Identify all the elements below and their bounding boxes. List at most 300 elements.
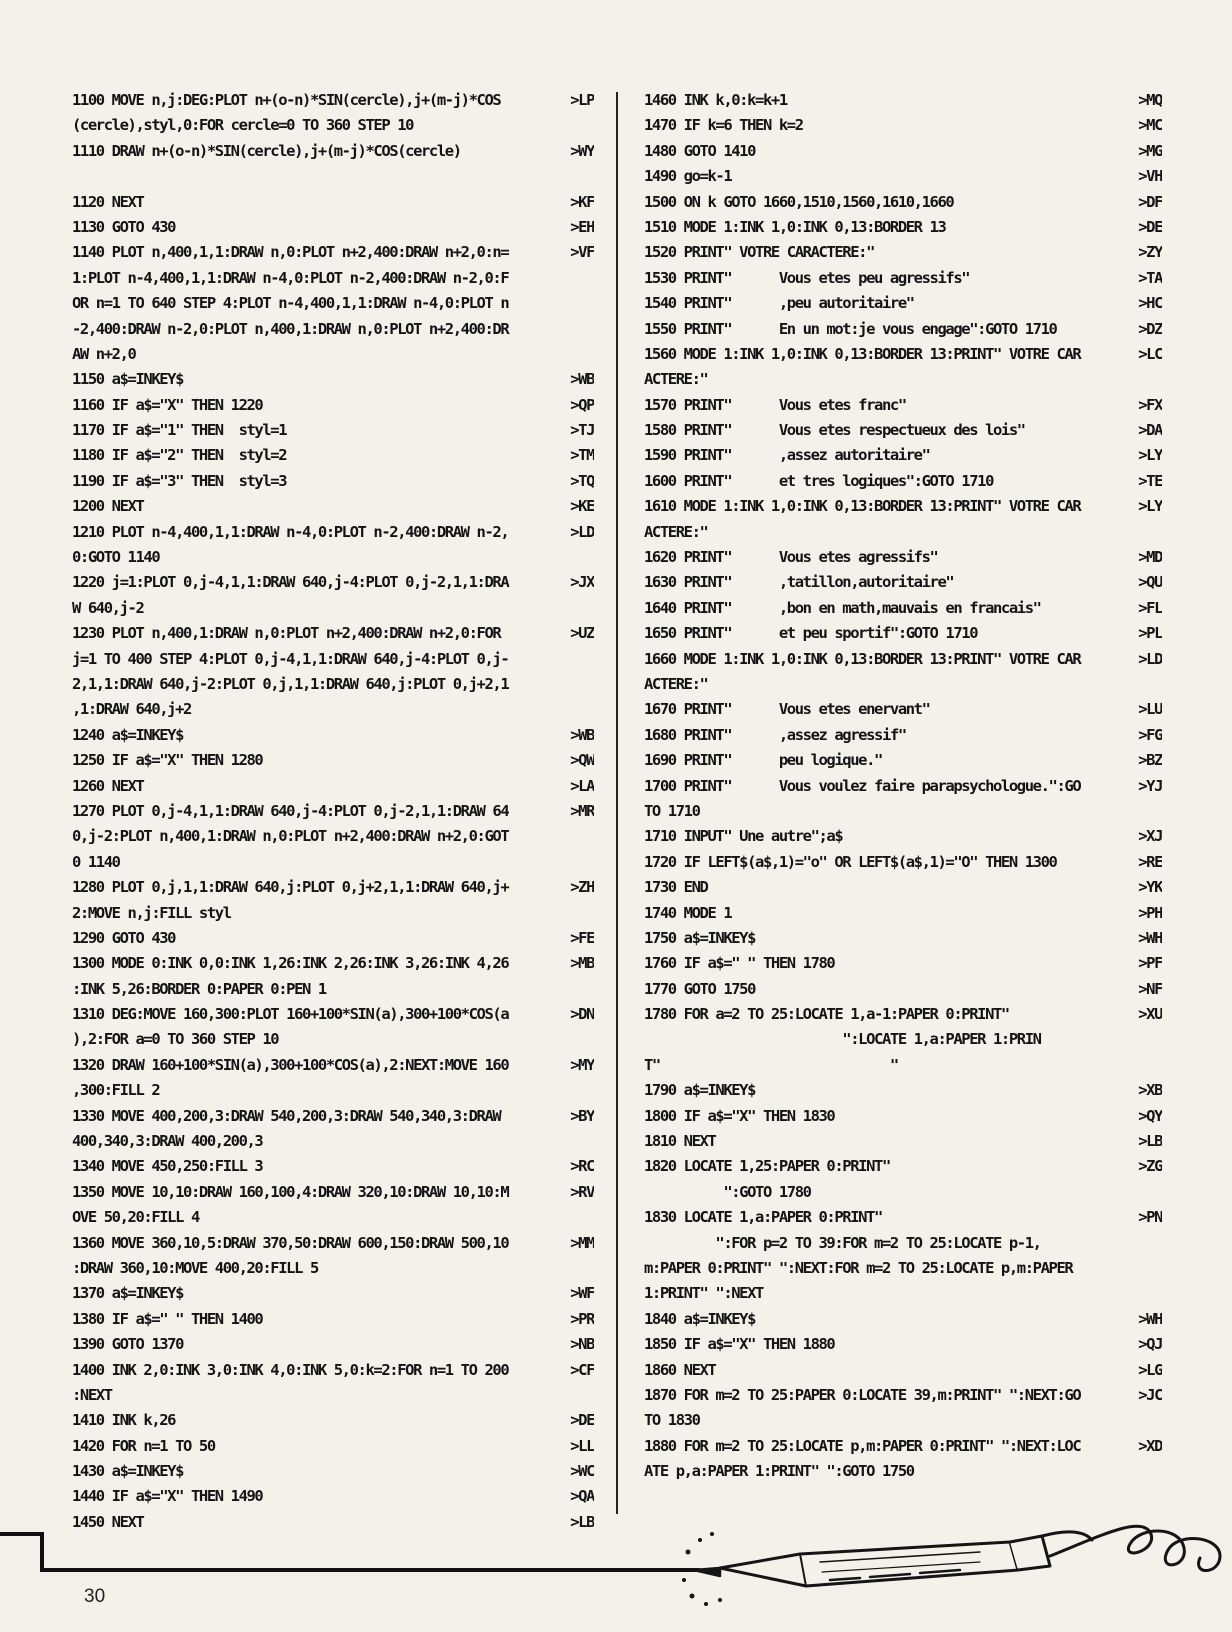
code-line — [72, 190, 594, 215]
code-line — [72, 520, 594, 545]
code-line — [644, 545, 1162, 570]
code-text: 1690 PRINT" peu logique." — [644, 751, 882, 770]
code-text: 1390 GOTO 1370 — [72, 1335, 184, 1354]
checksum-code: >TM — [570, 446, 594, 465]
listing-column-left — [72, 88, 594, 1535]
code-text: 1200 NEXT — [72, 497, 144, 516]
code-text: ,1:DRAW 640,j+2 — [72, 700, 191, 719]
code-text: 2,1,1:DRAW 640,j-2:PLOT 0,j,1,1:DRAW 640,j:PLOT 0,j+2,1 — [72, 674, 509, 693]
checksum-code: >TQ — [570, 471, 594, 490]
code-text: ACTERE:" — [644, 674, 708, 693]
code-line — [72, 1281, 594, 1306]
code-line — [644, 1408, 1162, 1433]
checksum-code: >HC — [1138, 294, 1162, 313]
code-text: 1550 PRINT" En un mot:je vous engage":GOTO 1710 — [644, 319, 1057, 338]
code-line — [72, 418, 594, 443]
checksum-code: >WB — [570, 370, 594, 389]
checksum-code: >MQ — [1138, 91, 1162, 109]
code-line — [644, 1231, 1162, 1256]
code-line — [72, 1002, 594, 1027]
code-line — [72, 1027, 594, 1052]
checksum-code: >FG — [1138, 725, 1162, 744]
code-text: 1540 PRINT" ,peu autoritaire" — [644, 294, 914, 313]
checksum-code: >MC — [1138, 116, 1162, 135]
checksum-code: >LD — [570, 522, 594, 541]
code-line — [644, 1154, 1162, 1179]
code-text: 1620 PRINT" Vous etes agressifs" — [644, 548, 938, 567]
checksum-code: >WC — [570, 1462, 594, 1481]
page-frame-corner — [0, 1532, 44, 1536]
checksum-code: >MM — [570, 1233, 594, 1252]
code-line — [72, 393, 594, 418]
checksum-code: >LD — [1138, 649, 1162, 668]
code-text: 400,340,3:DRAW 400,200,3 — [72, 1132, 263, 1151]
checksum-code: >MY — [570, 1055, 594, 1074]
checksum-code: >QW — [570, 751, 594, 770]
checksum-code: >TA — [1138, 268, 1162, 287]
code-line — [72, 139, 594, 164]
checksum-code: >RE — [1138, 852, 1162, 871]
code-line — [72, 494, 594, 519]
checksum-code: >ZY — [1138, 243, 1162, 262]
code-text: T" " — [644, 1055, 898, 1074]
code-line — [72, 1383, 594, 1408]
checksum-code: >PR — [570, 1309, 594, 1328]
code-text: 1610 MODE 1:INK 1,0:INK 0,13:BORDER 13:PRINT" VOTRE CAR — [644, 497, 1081, 516]
code-text: 1220 j=1:PLOT 0,j-4,1,1:DRAW 640,j-4:PLOT 0,j-2,1,1:DRA — [72, 573, 509, 592]
code-text: ACTERE:" — [644, 522, 708, 541]
code-line — [644, 621, 1162, 646]
code-text: 1860 NEXT — [644, 1360, 716, 1379]
code-text: 1580 PRINT" Vous etes respectueux des lois" — [644, 421, 1025, 440]
code-text: 1280 PLOT 0,j,1,1:DRAW 640,j:PLOT 0,j+2,1,1:DRAW 640,j+ — [72, 878, 509, 897]
code-line — [72, 799, 594, 824]
code-line — [644, 875, 1162, 900]
code-text: 1770 GOTO 1750 — [644, 979, 756, 998]
code-line — [644, 190, 1162, 215]
code-text: 1780 FOR a=2 TO 25:LOCATE 1,a-1:PAPER 0:PRINT" — [644, 1005, 1009, 1024]
code-text: 2:MOVE n,j:FILL styl — [72, 903, 231, 922]
code-text: 1730 END — [644, 878, 708, 897]
code-line — [72, 824, 594, 849]
code-text: 1350 MOVE 10,10:DRAW 160,100,4:DRAW 320,10:DRAW 10,10:M — [72, 1182, 509, 1201]
code-line — [644, 926, 1162, 951]
code-line — [644, 1459, 1162, 1484]
checksum-code: >FX — [1138, 395, 1162, 414]
checksum-code: >XB — [1138, 1081, 1162, 1100]
checksum-code: >ZG — [1138, 1157, 1162, 1176]
code-text: :INK 5,26:BORDER 0:PAPER 0:PEN 1 — [72, 979, 326, 998]
code-line — [644, 596, 1162, 621]
code-line — [72, 1434, 594, 1459]
code-text: 1520 PRINT" VOTRE CARACTERE:" — [644, 243, 875, 262]
code-text: 1800 IF a$="X" THEN 1830 — [644, 1106, 835, 1125]
code-line — [644, 418, 1162, 443]
code-line — [72, 875, 594, 900]
code-line — [72, 1078, 594, 1103]
code-line — [644, 317, 1162, 342]
code-line — [72, 901, 594, 926]
code-text: OVE 50,20:FILL 4 — [72, 1208, 199, 1227]
code-text: 1710 INPUT" Une autre";a$ — [644, 827, 843, 846]
code-line — [644, 697, 1162, 722]
code-line — [644, 1180, 1162, 1205]
code-text: 1680 PRINT" ,assez agressif" — [644, 725, 906, 744]
code-line — [72, 266, 594, 291]
code-line — [72, 1484, 594, 1509]
checksum-code: >XU — [1138, 1005, 1162, 1024]
checksum-code: >LG — [1138, 1360, 1162, 1379]
code-text: 1750 a$=INKEY$ — [644, 928, 756, 947]
code-line — [644, 113, 1162, 138]
code-text: 1300 MODE 0:INK 0,0:INK 1,26:INK 2,26:INK 3,26:INK 4,26 — [72, 954, 509, 973]
code-line — [644, 1078, 1162, 1103]
checksum-code: >LU — [1138, 700, 1162, 719]
code-text: ":FOR p=2 TO 39:FOR m=2 TO 25:LOCATE p-1, — [644, 1233, 1041, 1252]
checksum-code: >DE — [1138, 217, 1162, 236]
code-text: (cercle),styl,0:FOR cercle=0 TO 360 STEP 10 — [72, 116, 414, 135]
code-text: 1870 FOR m=2 TO 25:PAPER 0:LOCATE 39,m:PRINT" ":NEXT:GO — [644, 1385, 1081, 1404]
code-line — [72, 291, 594, 316]
code-line — [72, 621, 594, 646]
code-text: 1140 PLOT n,400,1,1:DRAW n,0:PLOT n+2,400:DRAW n+2,0:n= — [72, 243, 509, 262]
code-text: 1260 NEXT — [72, 776, 144, 795]
code-text: 1340 MOVE 450,250:FILL 3 — [72, 1157, 263, 1176]
code-text: 1460 INK k,0:k=k+1 — [644, 91, 787, 109]
code-line — [72, 723, 594, 748]
code-text: 1470 IF k=6 THEN k=2 — [644, 116, 803, 135]
page-number: 30 — [84, 1586, 106, 1607]
code-line — [72, 342, 594, 367]
code-line — [72, 951, 594, 976]
code-line — [644, 1053, 1162, 1078]
code-text: 1130 GOTO 430 — [72, 217, 176, 236]
code-text: 1430 a$=INKEY$ — [72, 1462, 184, 1481]
checksum-code: >FE — [570, 928, 594, 947]
code-text: 1480 GOTO 1410 — [644, 141, 756, 160]
code-line — [644, 342, 1162, 367]
checksum-code: >VF — [570, 243, 594, 262]
checksum-code: >LY — [1138, 497, 1162, 516]
code-line — [644, 1205, 1162, 1230]
code-text: 1270 PLOT 0,j-4,1,1:DRAW 640,j-4:PLOT 0,j-2,1,1:DRAW 64 — [72, 801, 509, 820]
checksum-code: >TJ — [570, 421, 594, 440]
code-line — [644, 494, 1162, 519]
code-text: 1310 DEG:MOVE 160,300:PLOT 160+100*SIN(a),300+100*COS(a — [72, 1005, 509, 1024]
checksum-code: >FL — [1138, 598, 1162, 617]
code-text: 1880 FOR m=2 TO 25:LOCATE p,m:PAPER 0:PRINT" ":NEXT:LOC — [644, 1436, 1081, 1455]
checksum-code: >DF — [1138, 192, 1162, 211]
code-text: ACTERE:" — [644, 370, 708, 389]
code-line — [72, 1408, 594, 1433]
code-text: 1560 MODE 1:INK 1,0:INK 0,13:BORDER 13:PRINT" VOTRE CAR — [644, 344, 1081, 363]
code-text: 1240 a$=INKEY$ — [72, 725, 184, 744]
checksum-code: >QU — [1138, 573, 1162, 592]
code-text: 1110 DRAW n+(o-n)*SIN(cercle),j+(m-j)*COS(cercle) — [72, 141, 461, 160]
checksum-code: >QY — [1138, 1106, 1162, 1125]
code-line — [644, 824, 1162, 849]
checksum-code: >JC — [1138, 1385, 1162, 1404]
code-line — [644, 291, 1162, 316]
checksum-code: >RC — [570, 1157, 594, 1176]
code-text: 0,j-2:PLOT n,400,1:DRAW n,0:PLOT n+2,400:DRAW n+2,0:GOT — [72, 827, 509, 846]
code-line — [72, 1129, 594, 1154]
checksum-code: >LY — [1138, 446, 1162, 465]
code-line — [72, 774, 594, 799]
code-text: ),2:FOR a=0 TO 360 STEP 10 — [72, 1030, 279, 1049]
checksum-code: >TE — [1138, 471, 1162, 490]
code-line — [644, 774, 1162, 799]
code-line — [644, 1129, 1162, 1154]
checksum-code: >LC — [1138, 344, 1162, 363]
code-text: 1:PRINT" ":NEXT — [644, 1284, 763, 1303]
checksum-code: >NF — [1138, 979, 1162, 998]
code-text: 0 1140 — [72, 852, 120, 871]
checksum-code: >PN — [1138, 1208, 1162, 1227]
code-text: ,300:FILL 2 — [72, 1081, 160, 1100]
code-text: 1250 IF a$="X" THEN 1280 — [72, 751, 263, 770]
checksum-code: >XD — [1138, 1436, 1162, 1455]
code-line — [72, 317, 594, 342]
code-line — [72, 672, 594, 697]
code-text: 1290 GOTO 430 — [72, 928, 176, 947]
code-line — [644, 1383, 1162, 1408]
code-line — [644, 1104, 1162, 1129]
code-line — [644, 799, 1162, 824]
code-text: 1810 NEXT — [644, 1132, 716, 1151]
checksum-code: >PL — [1138, 624, 1162, 643]
code-line — [644, 1256, 1162, 1281]
code-text: 1370 a$=INKEY$ — [72, 1284, 184, 1303]
checksum-code: >MR — [570, 801, 594, 820]
checksum-code: >CF — [570, 1360, 594, 1379]
code-line — [72, 570, 594, 595]
checksum-code: >LL — [570, 1436, 594, 1455]
page-frame-vertical — [40, 1532, 44, 1572]
code-text: ":GOTO 1780 — [644, 1182, 811, 1201]
checksum-code: >KF — [570, 192, 594, 211]
code-line — [644, 1027, 1162, 1052]
code-line — [644, 1002, 1162, 1027]
checksum-code: >BY — [570, 1106, 594, 1125]
code-line — [644, 672, 1162, 697]
checksum-code: >LB — [1138, 1132, 1162, 1151]
code-line — [644, 1307, 1162, 1332]
checksum-code: >ZH — [570, 878, 594, 897]
checksum-code: >DN — [570, 1005, 594, 1024]
checksum-code: >WF — [570, 1284, 594, 1303]
code-text: 1650 PRINT" et peu sportif":GOTO 1710 — [644, 624, 978, 643]
code-text: 1820 LOCATE 1,25:PAPER 0:PRINT" — [644, 1157, 890, 1176]
checksum-code: >MB — [570, 954, 594, 973]
code-line — [72, 1459, 594, 1484]
code-line — [644, 215, 1162, 240]
checksum-code: >EH — [570, 217, 594, 236]
code-text: 1740 MODE 1 — [644, 903, 732, 922]
code-line — [644, 139, 1162, 164]
code-text: TO 1830 — [644, 1411, 700, 1430]
code-line — [644, 723, 1162, 748]
code-text: -2,400:DRAW n-2,0:PLOT n,400,1:DRAW n,0:PLOT n+2,400:DR — [72, 319, 509, 338]
code-text: 1320 DRAW 160+100*SIN(a),300+100*COS(a),2:NEXT:MOVE 160 — [72, 1055, 509, 1074]
code-text: 1790 a$=INKEY$ — [644, 1081, 756, 1100]
code-text: 1190 IF a$="3" THEN styl=3 — [72, 471, 287, 490]
code-line — [72, 1332, 594, 1357]
code-text: 1760 IF a$=" " THEN 1780 — [644, 954, 835, 973]
checksum-code: >DE — [570, 1411, 594, 1430]
code-text: :DRAW 360,10:MOVE 400,20:FILL 5 — [72, 1258, 318, 1277]
code-text: 1210 PLOT n-4,400,1,1:DRAW n-4,0:PLOT n-2,400:DRAW n-2, — [72, 522, 509, 541]
code-text: 1720 IF LEFT$(a$,1)="o" OR LEFT$(a$,1)="O" THEN 1300 — [644, 852, 1057, 871]
code-line — [72, 748, 594, 773]
code-text: 1840 a$=INKEY$ — [644, 1309, 756, 1328]
code-line — [644, 164, 1162, 189]
code-line — [644, 850, 1162, 875]
code-text: AW n+2,0 — [72, 344, 136, 363]
checksum-code: >QJ — [1138, 1335, 1162, 1354]
code-text: TO 1710 — [644, 801, 700, 820]
checksum-code: >NB — [570, 1335, 594, 1354]
checksum-code: >MD — [1138, 548, 1162, 567]
code-line — [644, 520, 1162, 545]
code-line — [72, 367, 594, 392]
code-line — [72, 545, 594, 570]
code-line — [644, 393, 1162, 418]
code-text: 1510 MODE 1:INK 1,0:INK 0,13:BORDER 13 — [644, 217, 946, 236]
code-text: 1630 PRINT" ,tatillon,autoritaire" — [644, 573, 954, 592]
listing-column-right — [644, 88, 1162, 1484]
checksum-code: >DA — [1138, 421, 1162, 440]
code-text: 1330 MOVE 400,200,3:DRAW 540,200,3:DRAW 540,340,3:DRAW — [72, 1106, 501, 1125]
code-line — [72, 443, 594, 468]
code-line — [644, 1434, 1162, 1459]
code-text: 1490 go=k-1 — [644, 167, 732, 186]
checksum-code: >QP — [570, 395, 594, 414]
code-line — [644, 977, 1162, 1002]
code-line — [644, 240, 1162, 265]
code-text: 1640 PRINT" ,bon en math,mauvais en francais" — [644, 598, 1041, 617]
code-line — [72, 1104, 594, 1129]
code-text: j=1 TO 400 STEP 4:PLOT 0,j-4,1,1:DRAW 640,j-4:PLOT 0,j- — [72, 649, 509, 668]
checksum-code: >QA — [570, 1487, 594, 1506]
checksum-code: >LA — [570, 776, 594, 795]
code-line — [72, 215, 594, 240]
code-text: 1440 IF a$="X" THEN 1490 — [72, 1487, 263, 1506]
code-line — [72, 647, 594, 672]
code-text: 1850 IF a$="X" THEN 1880 — [644, 1335, 835, 1354]
checksum-code: >PF — [1138, 954, 1162, 973]
code-text: OR n=1 TO 640 STEP 4:PLOT n-4,400,1,1:DRAW n-4,0:PLOT n — [72, 294, 509, 313]
code-text: 1420 FOR n=1 TO 50 — [72, 1436, 215, 1455]
checksum-code: >RV — [570, 1182, 594, 1201]
checksum-code: >PH — [1138, 903, 1162, 922]
code-line — [72, 926, 594, 951]
checksum-code: >BZ — [1138, 751, 1162, 770]
code-line — [72, 469, 594, 494]
code-line — [72, 1510, 594, 1535]
checksum-code: >LP — [570, 91, 594, 109]
checksum-code: >XJ — [1138, 827, 1162, 846]
code-line — [72, 88, 594, 113]
page-frame-bottom — [40, 1568, 700, 1572]
code-text: 1360 MOVE 360,10,5:DRAW 370,50:DRAW 600,150:DRAW 500,10 — [72, 1233, 509, 1252]
code-line — [72, 1231, 594, 1256]
code-line — [72, 1256, 594, 1281]
code-line — [644, 367, 1162, 392]
code-text: 1150 a$=INKEY$ — [72, 370, 184, 389]
code-line — [72, 697, 594, 722]
code-line — [72, 113, 594, 138]
code-text: 1660 MODE 1:INK 1,0:INK 0,13:BORDER 13:PRINT" VOTRE CAR — [644, 649, 1081, 668]
checksum-code: >JX — [570, 573, 594, 592]
checksum-code: >WY — [570, 141, 594, 160]
code-line — [72, 1180, 594, 1205]
code-line — [72, 1053, 594, 1078]
code-line — [644, 88, 1162, 113]
code-line — [72, 596, 594, 621]
checksum-code: >LB — [570, 1512, 594, 1531]
code-line — [644, 1358, 1162, 1383]
checksum-code: >YJ — [1138, 776, 1162, 795]
code-text: m:PAPER 0:PRINT" ":NEXT:FOR m=2 TO 25:LOCATE p,m:PAPER — [644, 1258, 1073, 1277]
checksum-code: >VH — [1138, 167, 1162, 186]
code-text: 1160 IF a$="X" THEN 1220 — [72, 395, 263, 414]
code-text: 1450 NEXT — [72, 1512, 144, 1531]
code-text: 1180 IF a$="2" THEN styl=2 — [72, 446, 287, 465]
code-text: 1400 INK 2,0:INK 3,0:INK 4,0:INK 5,0:k=2:FOR n=1 TO 200 — [72, 1360, 509, 1379]
checksum-code: >DZ — [1138, 319, 1162, 338]
checksum-code: >WB — [570, 725, 594, 744]
code-text: 1170 IF a$="1" THEN styl=1 — [72, 421, 287, 440]
code-text: 1590 PRINT" ,assez autoritaire" — [644, 446, 930, 465]
code-text: :NEXT — [72, 1385, 112, 1404]
code-line — [72, 977, 594, 1002]
code-line — [644, 1281, 1162, 1306]
code-text: W 640,j-2 — [72, 598, 144, 617]
code-line — [72, 1205, 594, 1230]
code-text: 1700 PRINT" Vous voulez faire parapsychologue.":GO — [644, 776, 1081, 795]
code-text: 1500 ON k GOTO 1660,1510,1560,1610,1660 — [644, 192, 954, 211]
checksum-code: >KE — [570, 497, 594, 516]
code-text: 1830 LOCATE 1,a:PAPER 0:PRINT" — [644, 1208, 882, 1227]
code-text: 1100 MOVE n,j:DEG:PLOT n+(o-n)*SIN(cercle),j+(m-j)*COS — [72, 91, 501, 109]
code-text: 1670 PRINT" Vous etes enervant" — [644, 700, 930, 719]
code-line — [72, 1358, 594, 1383]
code-line — [72, 164, 594, 189]
code-text: ATE p,a:PAPER 1:PRINT" ":GOTO 1750 — [644, 1462, 914, 1481]
code-line — [644, 901, 1162, 926]
code-line — [644, 443, 1162, 468]
code-line — [72, 1154, 594, 1179]
checksum-code: >UZ — [570, 624, 594, 643]
code-line — [644, 266, 1162, 291]
code-line — [644, 748, 1162, 773]
code-text: 1380 IF a$=" " THEN 1400 — [72, 1309, 263, 1328]
checksum-code: >WH — [1138, 1309, 1162, 1328]
code-text: 1530 PRINT" Vous etes peu agressifs" — [644, 268, 970, 287]
code-line — [72, 1307, 594, 1332]
code-line — [644, 469, 1162, 494]
column-divider — [616, 92, 618, 1514]
code-text: 1570 PRINT" Vous etes franc" — [644, 395, 906, 414]
code-text: 1230 PLOT n,400,1:DRAW n,0:PLOT n+2,400:DRAW n+2,0:FOR — [72, 624, 501, 643]
code-line — [644, 1332, 1162, 1357]
code-text: 1120 NEXT — [72, 192, 144, 211]
code-line — [72, 850, 594, 875]
checksum-code: >MG — [1138, 141, 1162, 160]
code-text: ":LOCATE 1,a:PAPER 1:PRIN — [644, 1030, 1041, 1049]
code-text: 0:GOTO 1140 — [72, 548, 160, 567]
